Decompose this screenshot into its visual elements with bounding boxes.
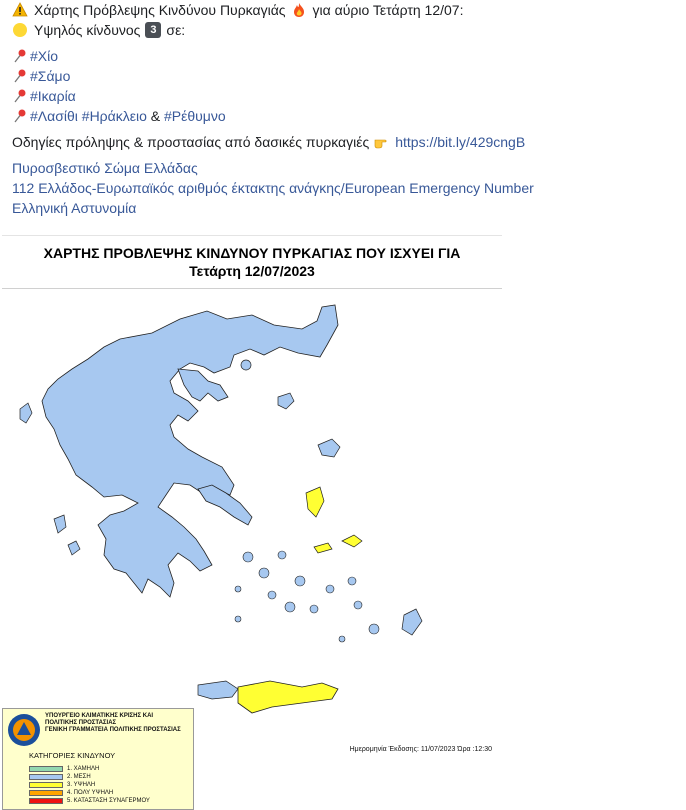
map-title-date: Τετάρτη 12/07/2023 xyxy=(189,263,315,279)
map-island-chios xyxy=(306,487,324,517)
map-frame xyxy=(2,288,502,804)
fire-risk-map-image[interactable] xyxy=(2,235,502,804)
ministry-name xyxy=(45,713,193,734)
map-title-line1: ΧΑΡΤΗΣ ΠΡΟΒΛΕΨΗΣ ΚΙΝΔΥΝΟΥ ΠΥΡΚΑΓΙΑΣ ΠΟΥ ΙΣΧΥΕΙ ΓΙΑ xyxy=(43,245,461,261)
emergency-number-link[interactable]: 112 Ελλάδος-Ευρωπαϊκός αριθμός έκτακτης ανάγκης/European Emergency Number xyxy=(12,180,534,196)
legend-label: 5. ΚΑΤΑΣΤΑΣΗ ΣΥΝΑΓΕΡΜΟΥ xyxy=(67,797,150,804)
legend-row-high xyxy=(29,781,95,788)
pointing-hand-icon xyxy=(374,134,390,150)
map-island-zakynthos xyxy=(68,541,80,555)
map-island-rhodes xyxy=(402,609,422,635)
map-region-mainland xyxy=(42,305,338,597)
legend-label: 3. ΥΨΗΛΗ xyxy=(67,781,96,788)
civil-protection-logo xyxy=(7,713,41,747)
map-island-corfu xyxy=(20,403,32,423)
hashtag-link[interactable]: #Ρέθυμνο xyxy=(164,108,226,124)
legend-row-very-high xyxy=(29,789,113,796)
legend-swatch xyxy=(29,766,63,772)
pushpin-icon xyxy=(12,88,28,104)
risk-text: Υψηλός κίνδυνος xyxy=(34,22,141,38)
fire-service-link-row xyxy=(12,158,682,178)
emergency-number-link-row xyxy=(12,178,682,198)
greece-map xyxy=(2,289,502,758)
map-island-thasos xyxy=(241,360,251,370)
legend-row-medium xyxy=(29,773,91,780)
map-region-chalkidiki xyxy=(178,369,228,401)
hashtag-link[interactable]: #Σάμο xyxy=(30,68,71,84)
fire-icon xyxy=(291,2,307,18)
guidance-link[interactable]: https://bit.ly/429cngB xyxy=(395,134,526,150)
region-item-ikaria xyxy=(12,86,682,106)
guidance-text: Οδηγίες πρόληψης & προστασίας από δασικές πυρκαγιές xyxy=(12,134,370,150)
ministry-line3: ΓΕΝΙΚΗ ΓΡΑΜΜΑΤΕΙΑ ΠΟΛΙΤΙΚΗΣ ΠΡΟΣΤΑΣΙΑΣ xyxy=(45,727,181,733)
ministry-line1: ΥΠΟΥΡΓΕΙΟ ΚΛΙΜΑΤΙΚΗΣ ΚΡΙΣΗΣ ΚΑΙ xyxy=(45,713,154,719)
hashtag-link[interactable]: #Χίο xyxy=(30,48,59,64)
police-link-row xyxy=(12,198,682,218)
fire-service-link[interactable]: Πυροσβεστικό Σώμα Ελλάδας xyxy=(12,160,198,176)
legend-swatch xyxy=(29,782,63,788)
map-legend xyxy=(2,708,194,810)
map-cyclades xyxy=(235,551,379,642)
post-line-title xyxy=(12,0,682,20)
map-region-crete-high xyxy=(238,681,338,713)
map-island-ikaria xyxy=(314,543,332,553)
legend-label: 1. ΧΑΜΗΛΗ xyxy=(67,765,100,772)
warning-icon xyxy=(12,2,28,18)
post-body xyxy=(12,0,682,218)
legend-swatch xyxy=(29,798,63,804)
police-link[interactable]: Ελληνική Αστυνομία xyxy=(12,200,137,216)
categories-title: ΚΑΤΗΓΟΡΙΕΣ ΚΙΝΔΥΝΟΥ xyxy=(29,751,116,760)
hashtag-link[interactable]: #Ικαρία xyxy=(30,88,76,104)
map-island-limnos xyxy=(278,393,294,409)
region-item-crete xyxy=(12,106,682,126)
map-island-lesvos xyxy=(318,439,340,457)
ampersand-text: & xyxy=(150,108,161,124)
post-line-risk xyxy=(12,20,682,40)
hashtag-link[interactable]: #Λασίθι xyxy=(30,108,78,124)
pushpin-icon xyxy=(12,48,28,64)
legend-swatch xyxy=(29,790,63,796)
yellow-circle-icon xyxy=(12,22,28,38)
legend-row-alarm xyxy=(29,797,150,804)
legend-label: 4. ΠΟΛΥ ΥΨΗΛΗ xyxy=(67,789,114,796)
hashtag-link[interactable]: #Ηράκλειο xyxy=(81,108,147,124)
ministry-line2: ΠΟΛΙΤΙΚΗΣ ΠΡΟΣΤΑΣΙΑΣ xyxy=(45,720,117,726)
keycap-three-icon: 3 xyxy=(145,22,161,38)
legend-label: 2. ΜΕΣΗ xyxy=(67,773,91,780)
post-title-text: Χάρτης Πρόβλεψης Κινδύνου Πυρκαγιάς xyxy=(34,2,286,18)
map-title xyxy=(2,244,502,280)
pushpin-icon xyxy=(12,68,28,84)
guidance-line xyxy=(12,132,682,152)
legend-swatch xyxy=(29,774,63,780)
post-title-date: για αύριο Τετάρτη 12/07: xyxy=(312,2,464,18)
map-region-chania xyxy=(198,681,238,699)
map-island-kefalonia xyxy=(54,515,66,533)
region-item-chios xyxy=(12,46,682,66)
issue-date: Ημερομηνία Έκδοσης: 11/07/2023 Ώρα :12:30 xyxy=(349,746,492,753)
map-island-samos xyxy=(342,535,362,547)
legend-row-low xyxy=(29,765,99,772)
region-item-samos xyxy=(12,66,682,86)
pushpin-icon xyxy=(12,108,28,124)
risk-suffix: σε: xyxy=(166,22,186,38)
